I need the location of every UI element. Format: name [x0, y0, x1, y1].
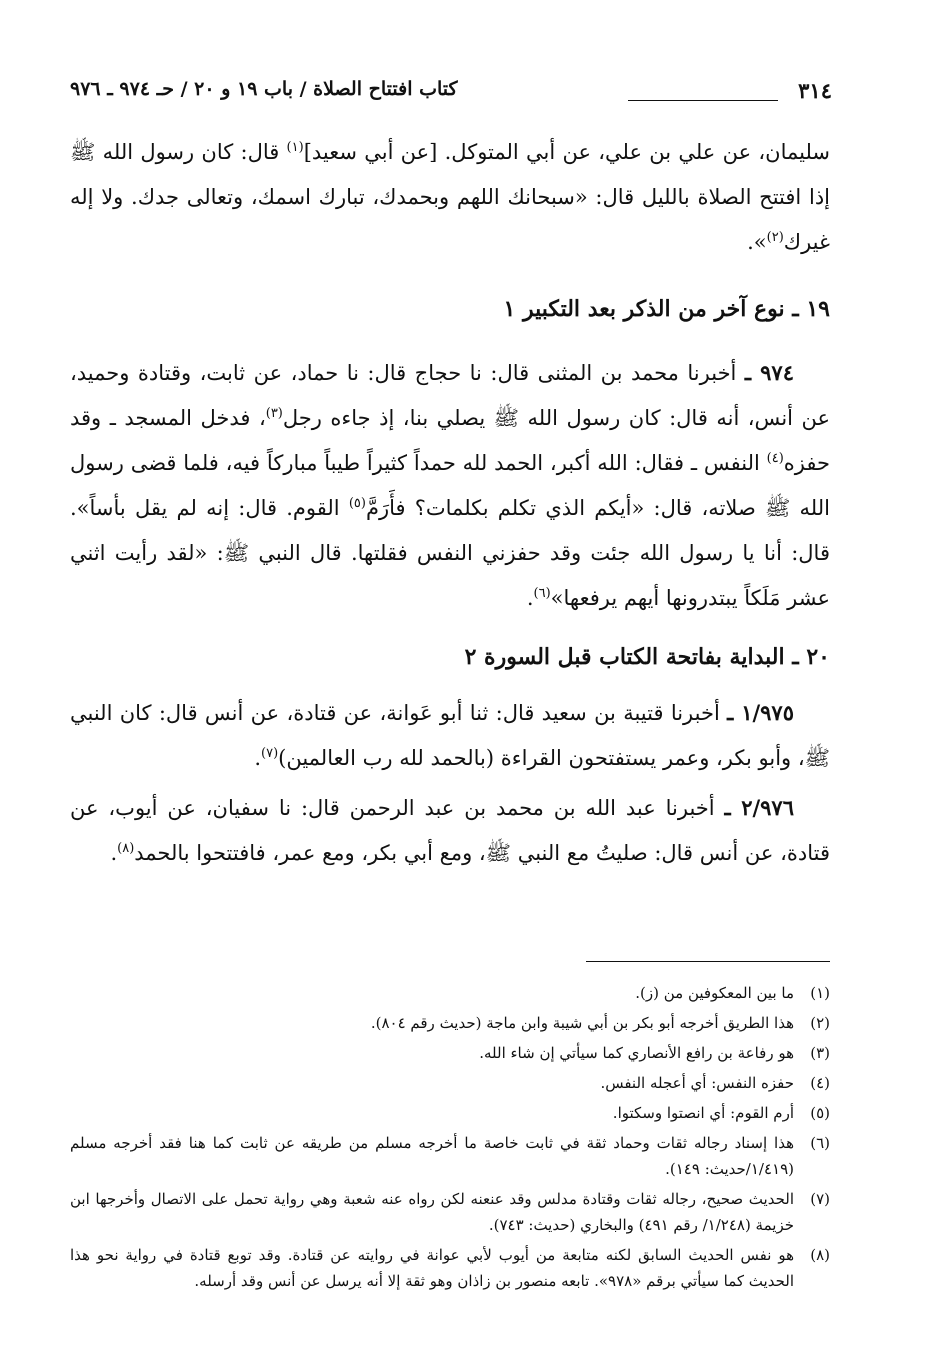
hadith-976-text-2: .	[110, 841, 118, 865]
footnote-marker: (٨)	[810, 1246, 830, 1264]
footnote-ref-4: (٤)	[766, 451, 784, 466]
footnote-marker: (٤)	[810, 1074, 830, 1092]
hadith-974	[70, 350, 830, 621]
footnote-ref-6: (٦)	[533, 586, 551, 601]
footnote-text: هذا الطريق أخرجه أبو بكر بن أبي شيبة وابن ماجة (حديث رقم ٨٠٤).	[370, 1014, 794, 1032]
footnote-4	[70, 1070, 830, 1096]
footnote-marker: (٥)	[810, 1104, 830, 1122]
footnote-ref-1: (١)	[286, 140, 304, 155]
footnote-text: هو رفاعة بن رافع الأنصاري كما سيأتي إن شاء الله.	[479, 1044, 794, 1062]
footnote-marker: (٦)	[810, 1134, 830, 1152]
page-number: ٣١٤	[798, 78, 832, 103]
footnote-5	[70, 1100, 830, 1126]
footnote-marker: (٢)	[810, 1014, 830, 1032]
footnote-8	[70, 1242, 830, 1294]
hadith-974-text-4: القوم. قال: إنه لم يقل بأساً». قال: أنا يا رسول الله جئت وقد حفزني النفس فقلتها. قال النبي ﷺ: «لقد رأيت اثني عشر مَلَكاً يبتدرونها أيهم يرفعها»	[70, 496, 830, 610]
header-rule	[628, 100, 778, 101]
hadith-974-text-2: ، فدخل المسجد ـ وقد حفزه	[70, 406, 830, 475]
book-page	[70, 0, 830, 1351]
footnotes	[70, 980, 830, 1298]
footnote-ref-5: (٥)	[348, 496, 366, 511]
footnote-7	[70, 1186, 830, 1238]
footnote-text: هذا إسناد رجاله ثقات وحماد ثقة في ثابت خاصة ما أخرجه مسلم من طريقه عن ثابت كما هنا فقد أخرجه مسلم (١/٤١٩/حديث: ١٤٩).	[70, 1134, 794, 1178]
hadith-976	[70, 785, 830, 876]
footnote-ref-8: (٨)	[117, 841, 135, 856]
footnote-text: الحديث صحيح، رجاله ثقات وقتادة مدلس وقد عنعنه لكن رواه عنه شعبة وهي رواية تحمل على الاتصال وأخرجها ابن خزيمة (١/٢٤٨/ رقم ٤٩١) والبخاري (حديث: ٧٤٣).	[70, 1190, 794, 1234]
footnote-1	[70, 980, 830, 1006]
intro-paragraph	[70, 130, 830, 265]
footnote-marker: (٧)	[810, 1190, 830, 1208]
hadith-975-number: ١/٩٧٥ ـ	[727, 700, 794, 725]
footnote-ref-7: (٧)	[261, 746, 279, 761]
footnote-2	[70, 1010, 830, 1036]
header-title: كتاب افتتاح الصلاة / باب ١٩ و ٢٠ / حـ ٩٧٤ ـ ٩٧٦	[70, 78, 458, 100]
footnote-ref-3: (٣)	[265, 406, 283, 421]
section-heading-20: ٢٠ ـ البداية بفاتحة الكتاب قبل السورة ٢	[464, 644, 830, 670]
footnote-text: حفزه النفس: أي أعجله النفس.	[600, 1074, 794, 1092]
hadith-974-text-3: النفس ـ فقال: الله أكبر، الحمد لله حمداً كثيراً طيباً مباركاً فيه، فلما قضى رسول الله ﷺ صلاته، قال: «أيكم الذي تكلم بكلمات؟ فأَرَمَّ	[70, 451, 830, 520]
hadith-976-number: ٢/٩٧٦ ـ	[724, 795, 794, 820]
hadith-975-text-1: أخبرنا قتيبة بن سعيد قال: ثنا أبو عَوانة، عن قتادة، عن أنس قال: كان النبي ﷺ، وأبو بكر، وعمر يستفتحون القراءة (بالحمد لله رب العالمين)	[70, 701, 830, 770]
hadith-975-text-2: .	[254, 746, 261, 770]
footnote-text: أرم القوم: أي انصتوا وسكتوا.	[612, 1104, 794, 1122]
intro-text-2: قال: كان رسول الله ﷺ إذا افتتح الصلاة بالليل قال: «سبحانك اللهم وبحمدك، تبارك اسمك، وتعالى جدك. ولا إله غيرك	[70, 140, 831, 254]
footnote-6	[70, 1130, 830, 1182]
hadith-975	[70, 690, 830, 781]
hadith-974-number: ٩٧٤ ـ	[744, 360, 794, 385]
hadith-974-text-5: .	[526, 586, 534, 610]
footnote-divider	[586, 961, 830, 962]
footnote-text: ما بين المعكوفين من (ز).	[635, 984, 794, 1002]
footnote-3	[70, 1040, 830, 1066]
footnote-text: هو نفس الحديث السابق لكنه متابعة من أيوب لأبي عوانة في روايته عن قتادة. وقد توبع قتادة في رواية نحو هذا الحديث كما سيأتي برقم «٩٧٨». تابعه منصور بن زاذان وهو ثقة إلا أنه يرسل عن أنس وقد أرسله.	[70, 1246, 794, 1290]
hadith-974-text-1: أخبرنا محمد بن المثنى قال: نا حجاج قال: نا حماد، عن ثابت، وقتادة وحميد، عن أنس، أنه قال: كان رسول الله ﷺ يصلي بنا، إذ جاءه رجل	[70, 361, 831, 430]
section-heading-19: ١٩ ـ نوع آخر من الذكر بعد التكبير ١	[503, 296, 830, 322]
footnote-ref-2: (٢)	[766, 230, 784, 245]
footnote-marker: (١)	[810, 984, 830, 1002]
hadith-976-text-1: أخبرنا عبد الله بن محمد بن عبد الرحمن قال: نا سفيان، عن أيوب، عن قتادة، عن أنس قال: صليتُ مع النبي ﷺ، ومع أبي بكر، ومع عمر، فافتتحوا بالحمد	[70, 796, 830, 865]
running-header	[70, 78, 830, 110]
intro-text-3: ».	[747, 230, 767, 254]
footnote-marker: (٣)	[810, 1044, 830, 1062]
section-heading-20-wrap	[70, 635, 830, 679]
intro-text: سليمان، عن علي بن علي، عن أبي المتوكل. [عن أبي سعيد]	[303, 140, 830, 164]
section-heading-19-wrap	[70, 287, 830, 331]
